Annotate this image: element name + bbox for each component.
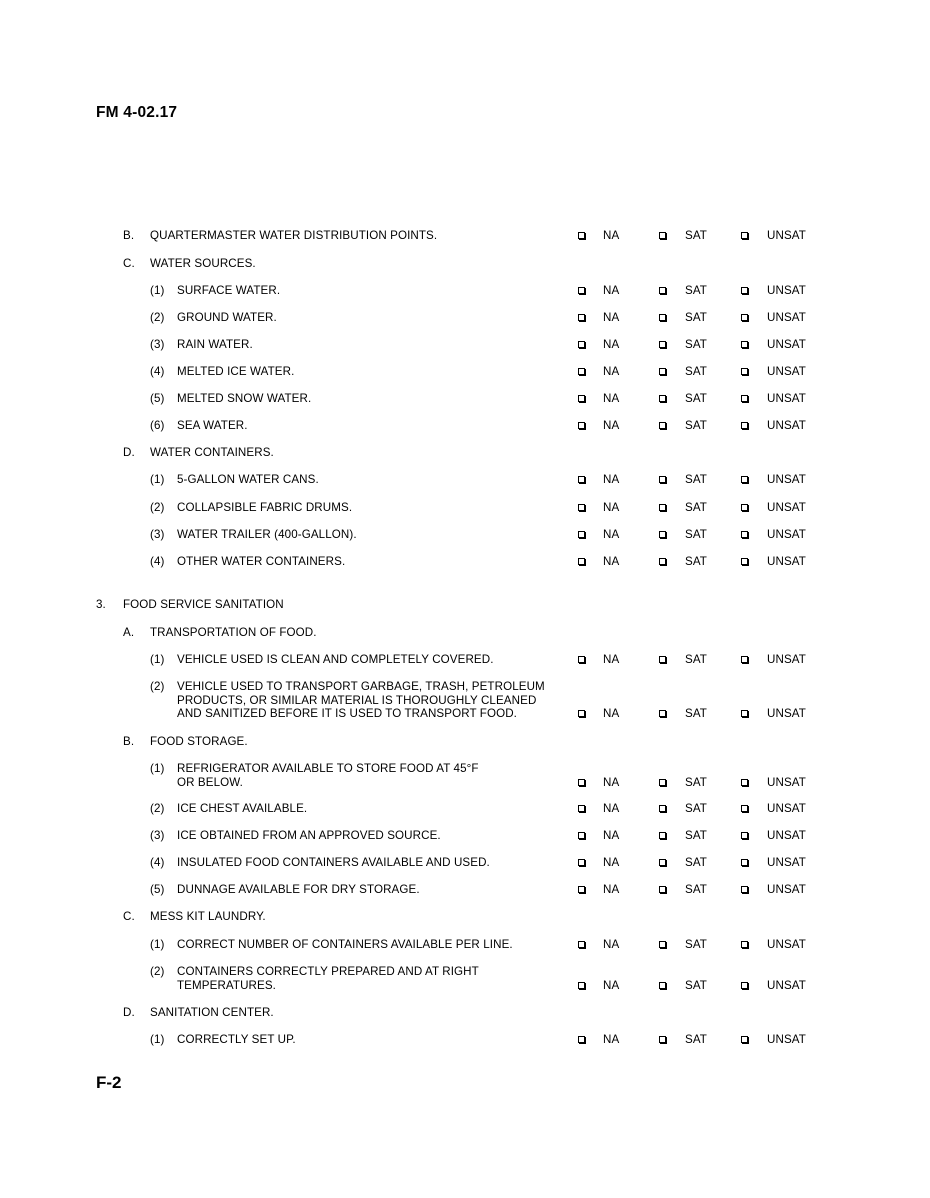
item-text: MELTED ICE WATER. xyxy=(177,365,295,378)
sat-label: SAT xyxy=(685,392,707,405)
na-label: NA xyxy=(603,802,620,815)
item-marker: B. xyxy=(123,735,135,748)
sat-label: SAT xyxy=(685,938,707,951)
item-marker: (2) xyxy=(150,501,165,514)
item-marker: (4) xyxy=(150,365,165,378)
unsat-checkbox[interactable] xyxy=(741,395,748,402)
item-text: SANITATION CENTER. xyxy=(150,1006,274,1019)
unsat-label: UNSAT xyxy=(767,338,806,351)
item-marker: (3) xyxy=(150,528,165,541)
na-checkbox[interactable] xyxy=(578,656,585,663)
na-label: NA xyxy=(603,883,620,896)
na-checkbox[interactable] xyxy=(578,941,585,948)
unsat-checkbox[interactable] xyxy=(741,232,748,239)
item-marker: (1) xyxy=(150,938,165,951)
item-text: VEHICLE USED TO TRANSPORT GARBAGE, TRASH, PETROLEUM xyxy=(177,680,545,693)
checklist-row xyxy=(0,626,930,640)
sat-label: SAT xyxy=(685,707,707,720)
na-checkbox[interactable] xyxy=(578,395,585,402)
page-number-footer: F-2 xyxy=(96,1073,122,1092)
item-text: INSULATED FOOD CONTAINERS AVAILABLE AND USED. xyxy=(177,856,490,869)
item-text: DUNNAGE AVAILABLE FOR DRY STORAGE. xyxy=(177,883,420,896)
item-marker: (2) xyxy=(150,965,165,978)
sat-label: SAT xyxy=(685,829,707,842)
sat-checkbox[interactable] xyxy=(659,941,666,948)
checklist-row xyxy=(0,338,930,352)
unsat-checkbox[interactable] xyxy=(741,656,748,663)
sat-checkbox[interactable] xyxy=(659,558,666,565)
checklist-row xyxy=(0,284,930,298)
checklist-row xyxy=(0,473,930,487)
rating-options xyxy=(0,338,930,352)
item-marker: C. xyxy=(123,910,135,923)
unsat-label: UNSAT xyxy=(767,707,806,720)
na-checkbox[interactable] xyxy=(578,368,585,375)
na-label: NA xyxy=(603,338,620,351)
unsat-checkbox[interactable] xyxy=(741,710,748,717)
item-marker: (5) xyxy=(150,883,165,896)
item-marker: (1) xyxy=(150,284,165,297)
na-checkbox[interactable] xyxy=(578,710,585,717)
document-id-header: FM 4-02.17 xyxy=(96,104,178,121)
rating-options xyxy=(0,776,930,790)
unsat-label: UNSAT xyxy=(767,1033,806,1046)
item-text: ICE OBTAINED FROM AN APPROVED SOURCE. xyxy=(177,829,441,842)
checklist-row xyxy=(0,229,930,243)
sat-label: SAT xyxy=(685,473,707,486)
rating-options xyxy=(0,473,930,487)
checklist-row xyxy=(0,1033,930,1047)
sat-checkbox[interactable] xyxy=(659,395,666,402)
item-text: 5-GALLON WATER CANS. xyxy=(177,473,319,486)
unsat-label: UNSAT xyxy=(767,802,806,815)
item-text: SEA WATER. xyxy=(177,419,248,432)
sat-checkbox[interactable] xyxy=(659,805,666,812)
sat-label: SAT xyxy=(685,653,707,666)
item-text: RAIN WATER. xyxy=(177,338,253,351)
item-text: QUARTERMASTER WATER DISTRIBUTION POINTS. xyxy=(150,229,438,242)
checklist-row xyxy=(0,965,930,992)
sat-label: SAT xyxy=(685,978,707,992)
sat-label: SAT xyxy=(685,528,707,541)
unsat-checkbox[interactable] xyxy=(741,558,748,565)
item-marker: (6) xyxy=(150,419,165,432)
na-checkbox[interactable] xyxy=(578,1036,585,1043)
item-text: ICE CHEST AVAILABLE. xyxy=(177,802,308,815)
item-text: MELTED SNOW WATER. xyxy=(177,392,312,405)
item-marker: (4) xyxy=(150,555,165,568)
item-marker: (1) xyxy=(150,762,165,775)
sat-label: SAT xyxy=(685,856,707,869)
na-label: NA xyxy=(603,555,620,568)
sat-label: SAT xyxy=(685,338,707,351)
rating-options xyxy=(0,555,930,569)
item-marker: (3) xyxy=(150,829,165,842)
na-checkbox[interactable] xyxy=(578,558,585,565)
checklist-row xyxy=(0,829,930,843)
sat-checkbox[interactable] xyxy=(659,314,666,321)
item-text: CORRECTLY SET UP. xyxy=(177,1033,296,1046)
unsat-checkbox[interactable] xyxy=(741,504,748,511)
unsat-checkbox[interactable] xyxy=(741,982,748,989)
na-label: NA xyxy=(603,938,620,951)
unsat-checkbox[interactable] xyxy=(741,832,748,839)
item-marker: (1) xyxy=(150,473,165,486)
unsat-label: UNSAT xyxy=(767,473,806,486)
na-label: NA xyxy=(603,978,620,992)
item-text: TEMPERATURES. xyxy=(177,978,276,992)
sat-label: SAT xyxy=(685,555,707,568)
na-checkbox[interactable] xyxy=(578,476,585,483)
rating-options xyxy=(0,979,930,993)
sat-label: SAT xyxy=(685,501,707,514)
rating-options xyxy=(0,528,930,542)
item-marker: 3. xyxy=(96,598,106,611)
checklist-row xyxy=(0,680,930,721)
unsat-label: UNSAT xyxy=(767,775,806,789)
item-text: MESS KIT LAUNDRY. xyxy=(150,910,266,923)
checklist-row xyxy=(0,419,930,433)
checklist-row xyxy=(0,856,930,870)
rating-options xyxy=(0,856,930,870)
item-marker: (1) xyxy=(150,653,165,666)
sat-checkbox[interactable] xyxy=(659,422,666,429)
item-text: WATER CONTAINERS. xyxy=(150,446,274,459)
unsat-checkbox[interactable] xyxy=(741,886,748,893)
item-text: OR BELOW. xyxy=(177,775,243,789)
checklist-row xyxy=(0,1006,930,1020)
unsat-checkbox[interactable] xyxy=(741,368,748,375)
na-checkbox[interactable] xyxy=(578,982,585,989)
na-label: NA xyxy=(603,856,620,869)
checklist-row xyxy=(0,762,930,789)
unsat-label: UNSAT xyxy=(767,419,806,432)
sat-checkbox[interactable] xyxy=(659,341,666,348)
sat-label: SAT xyxy=(685,883,707,896)
unsat-label: UNSAT xyxy=(767,555,806,568)
checklist-row xyxy=(0,653,930,667)
na-checkbox[interactable] xyxy=(578,422,585,429)
checklist-row xyxy=(0,257,930,271)
unsat-label: UNSAT xyxy=(767,501,806,514)
sat-label: SAT xyxy=(685,1033,707,1046)
unsat-checkbox[interactable] xyxy=(741,287,748,294)
na-label: NA xyxy=(603,528,620,541)
checklist-row xyxy=(0,938,930,952)
sat-label: SAT xyxy=(685,802,707,815)
unsat-label: UNSAT xyxy=(767,653,806,666)
sat-checkbox[interactable] xyxy=(659,531,666,538)
unsat-label: UNSAT xyxy=(767,829,806,842)
na-checkbox[interactable] xyxy=(578,232,585,239)
unsat-checkbox[interactable] xyxy=(741,422,748,429)
na-label: NA xyxy=(603,392,620,405)
sat-label: SAT xyxy=(685,365,707,378)
na-label: NA xyxy=(603,829,620,842)
sat-label: SAT xyxy=(685,775,707,789)
na-checkbox[interactable] xyxy=(578,314,585,321)
sat-checkbox[interactable] xyxy=(659,287,666,294)
sat-checkbox[interactable] xyxy=(659,832,666,839)
item-marker: (2) xyxy=(150,802,165,815)
item-text: CONTAINERS CORRECTLY PREPARED AND AT RIGHT xyxy=(177,965,479,978)
unsat-checkbox[interactable] xyxy=(741,476,748,483)
unsat-checkbox[interactable] xyxy=(741,779,748,786)
item-text: OTHER WATER CONTAINERS. xyxy=(177,555,346,568)
unsat-label: UNSAT xyxy=(767,365,806,378)
rating-options xyxy=(0,707,930,721)
unsat-checkbox[interactable] xyxy=(741,341,748,348)
unsat-label: UNSAT xyxy=(767,856,806,869)
item-marker: C. xyxy=(123,257,135,270)
unsat-label: UNSAT xyxy=(767,229,806,242)
rating-options xyxy=(0,284,930,298)
item-marker: (3) xyxy=(150,338,165,351)
item-text: COLLAPSIBLE FABRIC DRUMS. xyxy=(177,501,353,514)
sat-label: SAT xyxy=(685,284,707,297)
item-text: VEHICLE USED IS CLEAN AND COMPLETELY COVERED. xyxy=(177,653,494,666)
sat-checkbox[interactable] xyxy=(659,982,666,989)
unsat-checkbox[interactable] xyxy=(741,941,748,948)
na-label: NA xyxy=(603,775,620,789)
sat-checkbox[interactable] xyxy=(659,886,666,893)
sat-checkbox[interactable] xyxy=(659,710,666,717)
item-text: FOOD SERVICE SANITATION xyxy=(123,598,284,611)
item-text: CORRECT NUMBER OF CONTAINERS AVAILABLE PER LINE. xyxy=(177,938,513,951)
checklist-row xyxy=(0,528,930,542)
checklist-row xyxy=(0,446,930,460)
sat-label: SAT xyxy=(685,229,707,242)
checklist-row xyxy=(0,883,930,897)
unsat-checkbox[interactable] xyxy=(741,1036,748,1043)
checklist-row xyxy=(0,311,930,325)
na-label: NA xyxy=(603,419,620,432)
item-text: FOOD STORAGE. xyxy=(150,735,248,748)
checklist-row xyxy=(0,802,930,816)
sat-label: SAT xyxy=(685,419,707,432)
item-text: GROUND WATER. xyxy=(177,311,277,324)
item-marker: (2) xyxy=(150,680,165,693)
na-label: NA xyxy=(603,473,620,486)
sat-checkbox[interactable] xyxy=(659,368,666,375)
na-label: NA xyxy=(603,1033,620,1046)
na-checkbox[interactable] xyxy=(578,531,585,538)
na-label: NA xyxy=(603,501,620,514)
na-checkbox[interactable] xyxy=(578,886,585,893)
item-marker: B. xyxy=(123,229,135,242)
rating-options xyxy=(0,802,930,816)
sat-checkbox[interactable] xyxy=(659,476,666,483)
rating-options xyxy=(0,229,930,243)
checklist-row xyxy=(0,365,930,379)
item-marker: D. xyxy=(123,446,135,459)
unsat-label: UNSAT xyxy=(767,883,806,896)
rating-options xyxy=(0,501,930,515)
unsat-label: UNSAT xyxy=(767,528,806,541)
rating-options xyxy=(0,653,930,667)
checklist-row xyxy=(0,501,930,515)
na-label: NA xyxy=(603,707,620,720)
checklist-row xyxy=(0,555,930,569)
checklist-row xyxy=(0,392,930,406)
na-label: NA xyxy=(603,653,620,666)
checklist-row xyxy=(0,598,930,612)
item-text: WATER SOURCES. xyxy=(150,257,256,270)
na-label: NA xyxy=(603,311,620,324)
sat-checkbox[interactable] xyxy=(659,859,666,866)
checklist-row xyxy=(0,735,930,749)
rating-options xyxy=(0,1033,930,1047)
sat-checkbox[interactable] xyxy=(659,1036,666,1043)
unsat-label: UNSAT xyxy=(767,978,806,992)
sat-label: SAT xyxy=(685,311,707,324)
item-text: REFRIGERATOR AVAILABLE TO STORE FOOD AT 45°F xyxy=(177,762,479,775)
unsat-label: UNSAT xyxy=(767,392,806,405)
unsat-checkbox[interactable] xyxy=(741,859,748,866)
na-checkbox[interactable] xyxy=(578,859,585,866)
item-text: PRODUCTS, OR SIMILAR MATERIAL IS THOROUGHLY CLEANED xyxy=(177,693,537,707)
na-label: NA xyxy=(603,284,620,297)
item-text: AND SANITIZED BEFORE IT IS USED TO TRANSPORT FOOD. xyxy=(177,707,517,720)
rating-options xyxy=(0,392,930,406)
rating-options xyxy=(0,311,930,325)
sat-checkbox[interactable] xyxy=(659,232,666,239)
item-text: TRANSPORTATION OF FOOD. xyxy=(150,626,317,639)
item-marker: (1) xyxy=(150,1033,165,1046)
na-label: NA xyxy=(603,365,620,378)
item-marker: D. xyxy=(123,1006,135,1019)
item-marker: A. xyxy=(123,626,135,639)
unsat-label: UNSAT xyxy=(767,311,806,324)
item-text: WATER TRAILER (400-GALLON). xyxy=(177,528,357,541)
rating-options xyxy=(0,883,930,897)
checklist-row xyxy=(0,910,930,924)
rating-options xyxy=(0,938,930,952)
na-checkbox[interactable] xyxy=(578,504,585,511)
unsat-checkbox[interactable] xyxy=(741,314,748,321)
item-marker: (2) xyxy=(150,311,165,324)
item-marker: (5) xyxy=(150,392,165,405)
unsat-label: UNSAT xyxy=(767,938,806,951)
unsat-checkbox[interactable] xyxy=(741,531,748,538)
na-checkbox[interactable] xyxy=(578,341,585,348)
unsat-checkbox[interactable] xyxy=(741,805,748,812)
rating-options xyxy=(0,829,930,843)
rating-options xyxy=(0,365,930,379)
na-checkbox[interactable] xyxy=(578,287,585,294)
rating-options xyxy=(0,419,930,433)
na-label: NA xyxy=(603,229,620,242)
unsat-label: UNSAT xyxy=(767,284,806,297)
na-checkbox[interactable] xyxy=(578,805,585,812)
item-marker: (4) xyxy=(150,856,165,869)
sat-checkbox[interactable] xyxy=(659,656,666,663)
sat-checkbox[interactable] xyxy=(659,504,666,511)
sat-checkbox[interactable] xyxy=(659,779,666,786)
na-checkbox[interactable] xyxy=(578,832,585,839)
na-checkbox[interactable] xyxy=(578,779,585,786)
item-text: SURFACE WATER. xyxy=(177,284,281,297)
